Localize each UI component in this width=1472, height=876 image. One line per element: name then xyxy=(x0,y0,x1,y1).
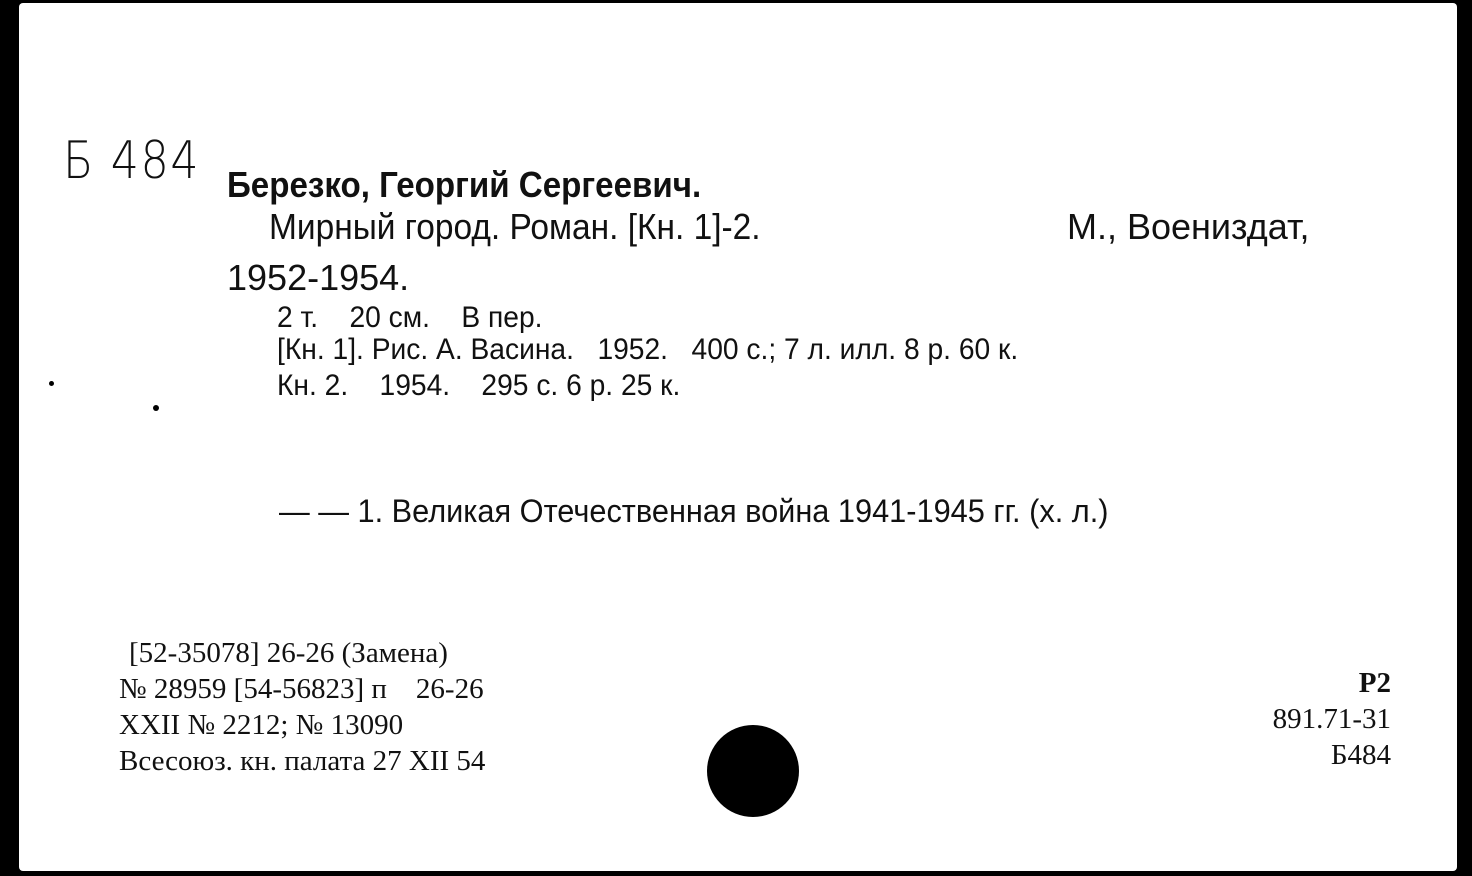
footer-line-1: [52-35078] 26-26 (Замена) xyxy=(129,637,448,669)
class-code-line-3: Б484 xyxy=(1330,739,1391,771)
footer-line-2: № 28959 [54-56823] п 26-26 xyxy=(119,673,484,705)
catalog-card xyxy=(19,3,1457,871)
volume-2-note: Кн. 2. 1954. 295 с. 6 р. 25 к. xyxy=(277,369,681,402)
footer-line-4: Всесоюз. кн. палата 27 XII 54 xyxy=(119,745,486,777)
speck xyxy=(153,405,159,411)
speck xyxy=(49,381,54,386)
handwritten-call-number: Б 484 xyxy=(63,131,201,191)
subject-heading: — — 1. Великая Отечественная война 1941-1945 гг. (х. л.) xyxy=(279,493,1109,529)
punch-hole xyxy=(707,725,799,817)
footer-line-3: XXII № 2212; № 13090 xyxy=(119,709,404,741)
publication-years: 1952-1954. xyxy=(227,257,410,298)
publisher: М., Воениздат, xyxy=(1067,206,1310,247)
class-code-line-2: 891.71-31 xyxy=(1272,703,1391,735)
title-line: Мирный город. Роман. [Кн. 1]-2. xyxy=(269,206,761,247)
class-code-line-1: Р2 xyxy=(1358,667,1391,699)
volume-1-note: [Кн. 1]. Рис. А. Васина. 1952. 400 с.; 7 л. илл. 8 р. 60 к. xyxy=(277,333,1019,366)
author-heading: Березко, Георгий Сергеевич. xyxy=(227,164,702,205)
physical-description: 2 т. 20 см. В пер. xyxy=(277,301,543,334)
